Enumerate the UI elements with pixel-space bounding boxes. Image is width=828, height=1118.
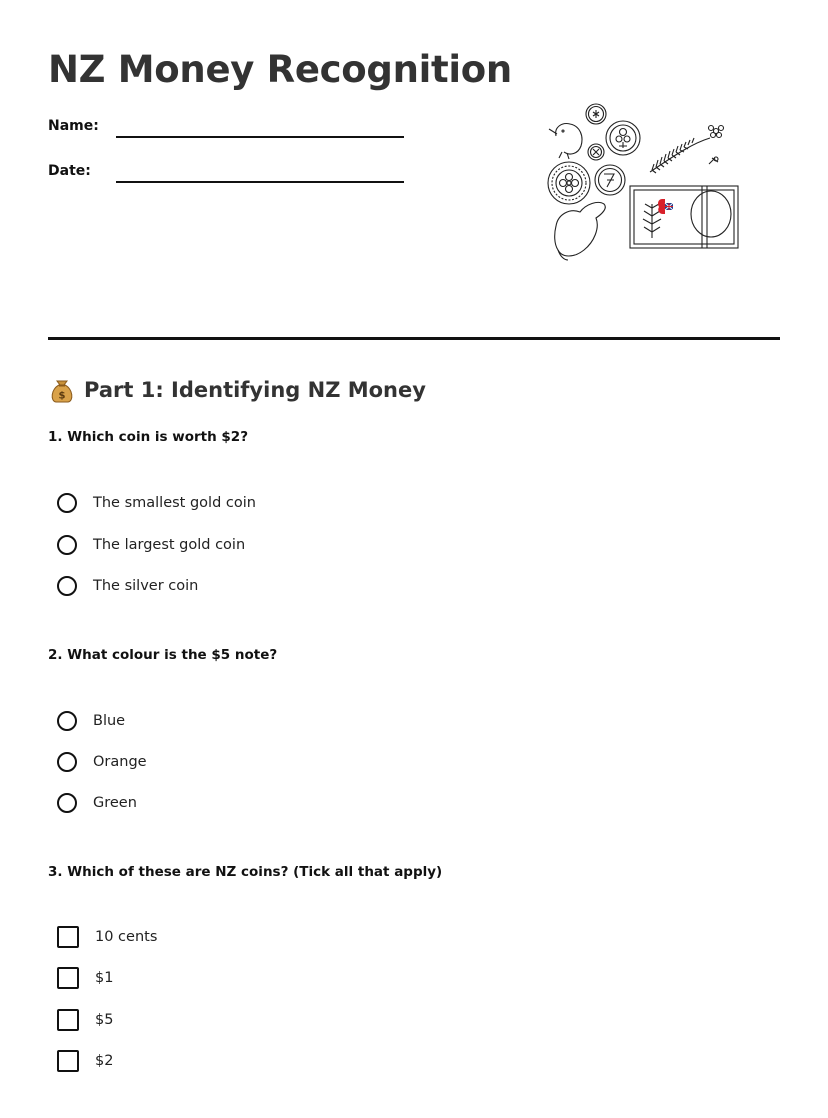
name-label: Name: xyxy=(48,118,99,134)
page-title: NZ Money Recognition xyxy=(48,48,512,91)
radio-button[interactable] xyxy=(57,752,77,772)
option-label: $1 xyxy=(95,970,114,986)
silver-coin-fern xyxy=(588,144,604,160)
option-label: The smallest gold coin xyxy=(93,495,256,511)
option-label: The largest gold coin xyxy=(93,537,246,553)
option-label: Blue xyxy=(93,713,126,729)
money-bag-icon xyxy=(48,376,76,404)
radio-button[interactable] xyxy=(57,535,77,555)
date-write-line[interactable] xyxy=(116,181,404,183)
greenstone-drawing xyxy=(555,202,606,260)
option-label: $5 xyxy=(95,1012,114,1028)
option-label: $2 xyxy=(95,1053,114,1069)
gold-coin-numbered xyxy=(595,165,625,195)
large-silver-coin xyxy=(606,121,640,155)
radio-button[interactable] xyxy=(57,711,77,731)
radio-button[interactable] xyxy=(57,576,77,596)
checkbox[interactable] xyxy=(57,967,79,989)
question-3-option-4[interactable] xyxy=(57,1048,113,1074)
question-2-option-2[interactable] xyxy=(57,749,147,775)
note-emblem-icon xyxy=(658,199,673,214)
question-3: 3. Which of these are NZ coins? (Tick all that apply) xyxy=(48,864,443,880)
question-2: 2. What colour is the $5 note? xyxy=(48,647,278,663)
gold-coin-patterned xyxy=(548,162,590,204)
question-2-option-3[interactable] xyxy=(57,790,137,816)
question-1-option-3[interactable] xyxy=(57,573,198,599)
part-1-heading-text: Part 1: Identifying NZ Money xyxy=(84,378,426,402)
name-field[interactable] xyxy=(48,116,408,146)
option-label: Green xyxy=(93,795,137,811)
name-write-line[interactable] xyxy=(116,136,404,138)
checkbox[interactable] xyxy=(57,926,79,948)
question-2-option-1[interactable] xyxy=(57,708,125,734)
question-3-option-3[interactable] xyxy=(57,1007,113,1033)
kiwi-drawing xyxy=(549,124,582,159)
banknote-drawing xyxy=(630,186,738,248)
option-label: 10 cents xyxy=(95,929,158,945)
svg-text:$: $ xyxy=(58,390,66,402)
flower-drawing xyxy=(709,126,724,165)
radio-button[interactable] xyxy=(57,493,77,513)
checkbox[interactable] xyxy=(57,1050,79,1072)
date-field[interactable] xyxy=(48,161,408,191)
question-1-option-1[interactable] xyxy=(57,490,256,516)
fern-frond-drawing xyxy=(650,138,710,173)
checkbox[interactable] xyxy=(57,1009,79,1031)
question-3-option-1[interactable] xyxy=(57,924,157,950)
question-1: 1. Which coin is worth $2? xyxy=(48,429,249,445)
part-1-heading xyxy=(48,374,426,406)
small-silver-coin xyxy=(586,104,606,124)
nz-money-illustration xyxy=(544,100,744,266)
radio-button[interactable] xyxy=(57,793,77,813)
question-3-option-2[interactable] xyxy=(57,965,113,991)
question-1-option-2[interactable] xyxy=(57,532,245,558)
section-divider xyxy=(48,337,780,340)
option-label: Orange xyxy=(93,754,147,770)
date-label: Date: xyxy=(48,163,91,179)
option-label: The silver coin xyxy=(93,578,199,594)
